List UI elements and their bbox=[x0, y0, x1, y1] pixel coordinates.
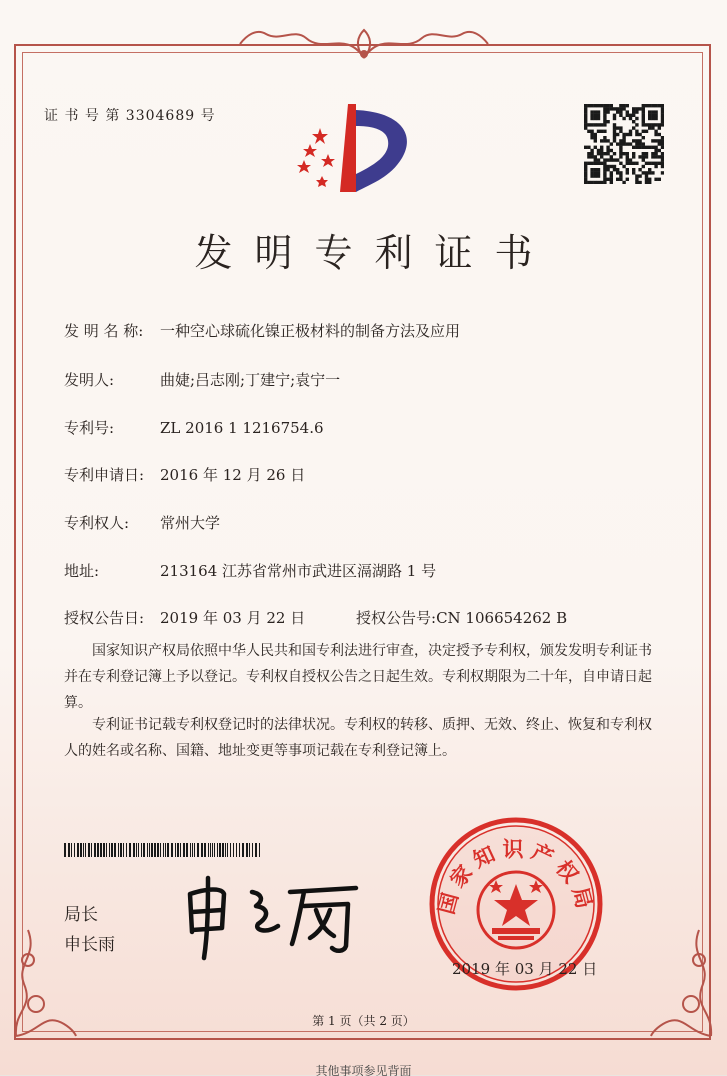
patentee-label: 专利权人: bbox=[64, 514, 130, 532]
declaration-paragraph-2: 专利证书记载专利权登记时的法律状况。专利权的转移、质押、无效、终止、恢复和专利权人的姓名或名称、国籍、地址变更等事项记载在专利登记簿上。 bbox=[64, 717, 652, 759]
inventor-label: 发明人: bbox=[64, 371, 115, 389]
barcode bbox=[64, 843, 264, 857]
grant-number-field bbox=[356, 607, 567, 628]
patent-number-row bbox=[64, 417, 324, 438]
patent-number-label: 专利号: bbox=[64, 419, 115, 437]
top-ornament bbox=[236, 24, 492, 64]
cnipa-logo bbox=[290, 100, 420, 200]
grant-number-label: 授权公告号: bbox=[356, 609, 437, 627]
qr-code bbox=[584, 104, 664, 184]
address-label: 地址: bbox=[64, 562, 100, 580]
certificate-number: 证 书 号 第 3304689 号 bbox=[44, 108, 216, 124]
address-value: 213164 江苏省常州市武进区滆湖路 1 号 bbox=[160, 562, 437, 580]
patentee-value: 常州大学 bbox=[160, 514, 221, 532]
certificate-title: 发明专利证书 bbox=[194, 231, 555, 275]
invention-name-row bbox=[64, 320, 460, 341]
director-signature bbox=[178, 872, 368, 962]
seal-date: 2019 年 03 月 22 日 bbox=[452, 960, 598, 978]
grant-date-value: 2019 年 03 月 22 日 bbox=[160, 609, 306, 627]
invention-name-label: 发 明 名 称: bbox=[64, 322, 144, 340]
patentee-row bbox=[64, 512, 220, 533]
grant-date-label: 授权公告日: bbox=[64, 609, 145, 627]
invention-name-value: 一种空心球硫化镍正极材料的制备方法及应用 bbox=[160, 322, 461, 340]
official-title: 局长 bbox=[64, 905, 98, 925]
official-name: 申长雨 bbox=[64, 935, 115, 955]
address-row bbox=[64, 560, 436, 581]
filing-date-row bbox=[64, 464, 305, 485]
declaration-paragraph-1: 国家知识产权局依照中华人民共和国专利法进行审查，决定授予专利权，颁发发明专利证书并在专利登记簿上予以登记。专利权自授权公告之日起生效。专利权期限为二十年，自申请日起算。 bbox=[64, 643, 652, 711]
grant-number-value: CN 106654262 B bbox=[436, 609, 568, 627]
filing-date-value: 2016 年 12 月 26 日 bbox=[160, 466, 306, 484]
page-number: 第 1 页（共 2 页） bbox=[312, 1014, 415, 1028]
patent-number-value: ZL 2016 1 1216754.6 bbox=[160, 419, 324, 437]
back-page-note: 其他事项参见背面 bbox=[315, 1064, 412, 1076]
filing-date-label: 专利申请日: bbox=[64, 466, 145, 484]
grant-date-row bbox=[64, 607, 305, 628]
inventor-value: 曲婕;吕志刚;丁建宁;袁宁一 bbox=[160, 371, 341, 389]
inventor-row bbox=[64, 369, 340, 390]
svg-text:国家知识产权局: 国家知识产权局 bbox=[434, 837, 598, 917]
